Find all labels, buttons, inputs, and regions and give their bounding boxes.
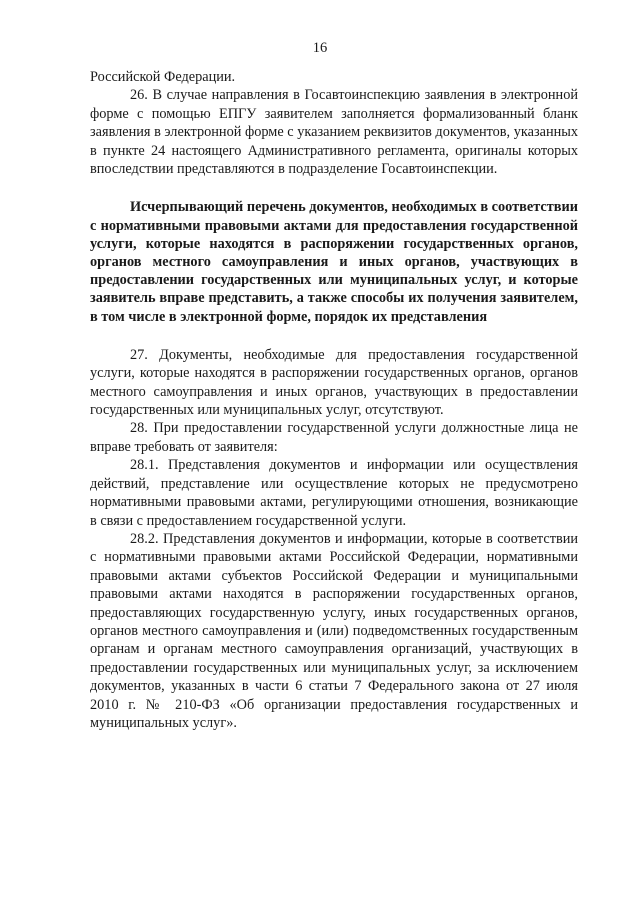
page-number: 16 (312, 40, 328, 56)
section-heading: Исчерпывающий перечень документов, необходимых в соответствии с нормативными правовыми актами для предоставления государственной услуги, которые находятся в распоряжении государственных органов, органов местного самоуправления и иных органов, участвующих в предоставлении государственных или муниципальных услуг, и которые заявитель вправе представить, а также способы их получения заявителем, в том числе в электронной форме, порядок их представления (90, 199, 578, 325)
paragraph-28: 28. При предоставлении государственной услуги должностные лица не вправе требовать от заявителя: (90, 420, 578, 455)
paragraph-28-1: 28.1. Представления документов и информации или осуществления действий, представление или осуществление которых не предусмотрено нормативными правовыми актами, регулирующими отношения, возникающие в связи с предоставлением государственной услуги. (90, 457, 578, 529)
paragraph-26: 26. В случае направления в Госавтоинспекцию заявления в электронной форме с помощью ЕПГУ заявителем заполняется формализованный бланк заявления в электронной форме с указанием реквизитов документов, указанных в пункте 24 настоящего Административного регламента, оригиналы которых впоследствии представляются в подразделение Госавтоинспекции. (90, 87, 578, 178)
paragraph-27: 27. Документы, необходимые для предоставления государственной услуги, которые находятся в распоряжении государственных органов, органов местного самоуправления и иных органов, участвующих в предоставлении государственных или муниципальных услуг, отсутствуют. (90, 346, 578, 419)
paragraph-continuation: Российской Федерации. (90, 69, 236, 85)
paragraph-28-2: 28.2. Представления документов и информации, которые в соответствии с нормативными правовыми актами Российской Федерации, нормативными правовыми актами субъектов Российской Федерации и муниципальными правовыми актами находятся в распоряжении государственных органов, предоставляющих государственную услугу, иных государственных органов, органов местного самоуправления и (или) подведомственных государственным органам и органам местного самоуправления организаций, участвующих в предоставлении государственных или муниципальных услуг, за исключением документов, указанных в части 6 статьи 7 Федерального закона от 27 июля 2010 г. № 210-ФЗ «Об организации предоставления государственных и муниципальных услуг». (90, 530, 578, 731)
document-body (90, 68, 578, 732)
